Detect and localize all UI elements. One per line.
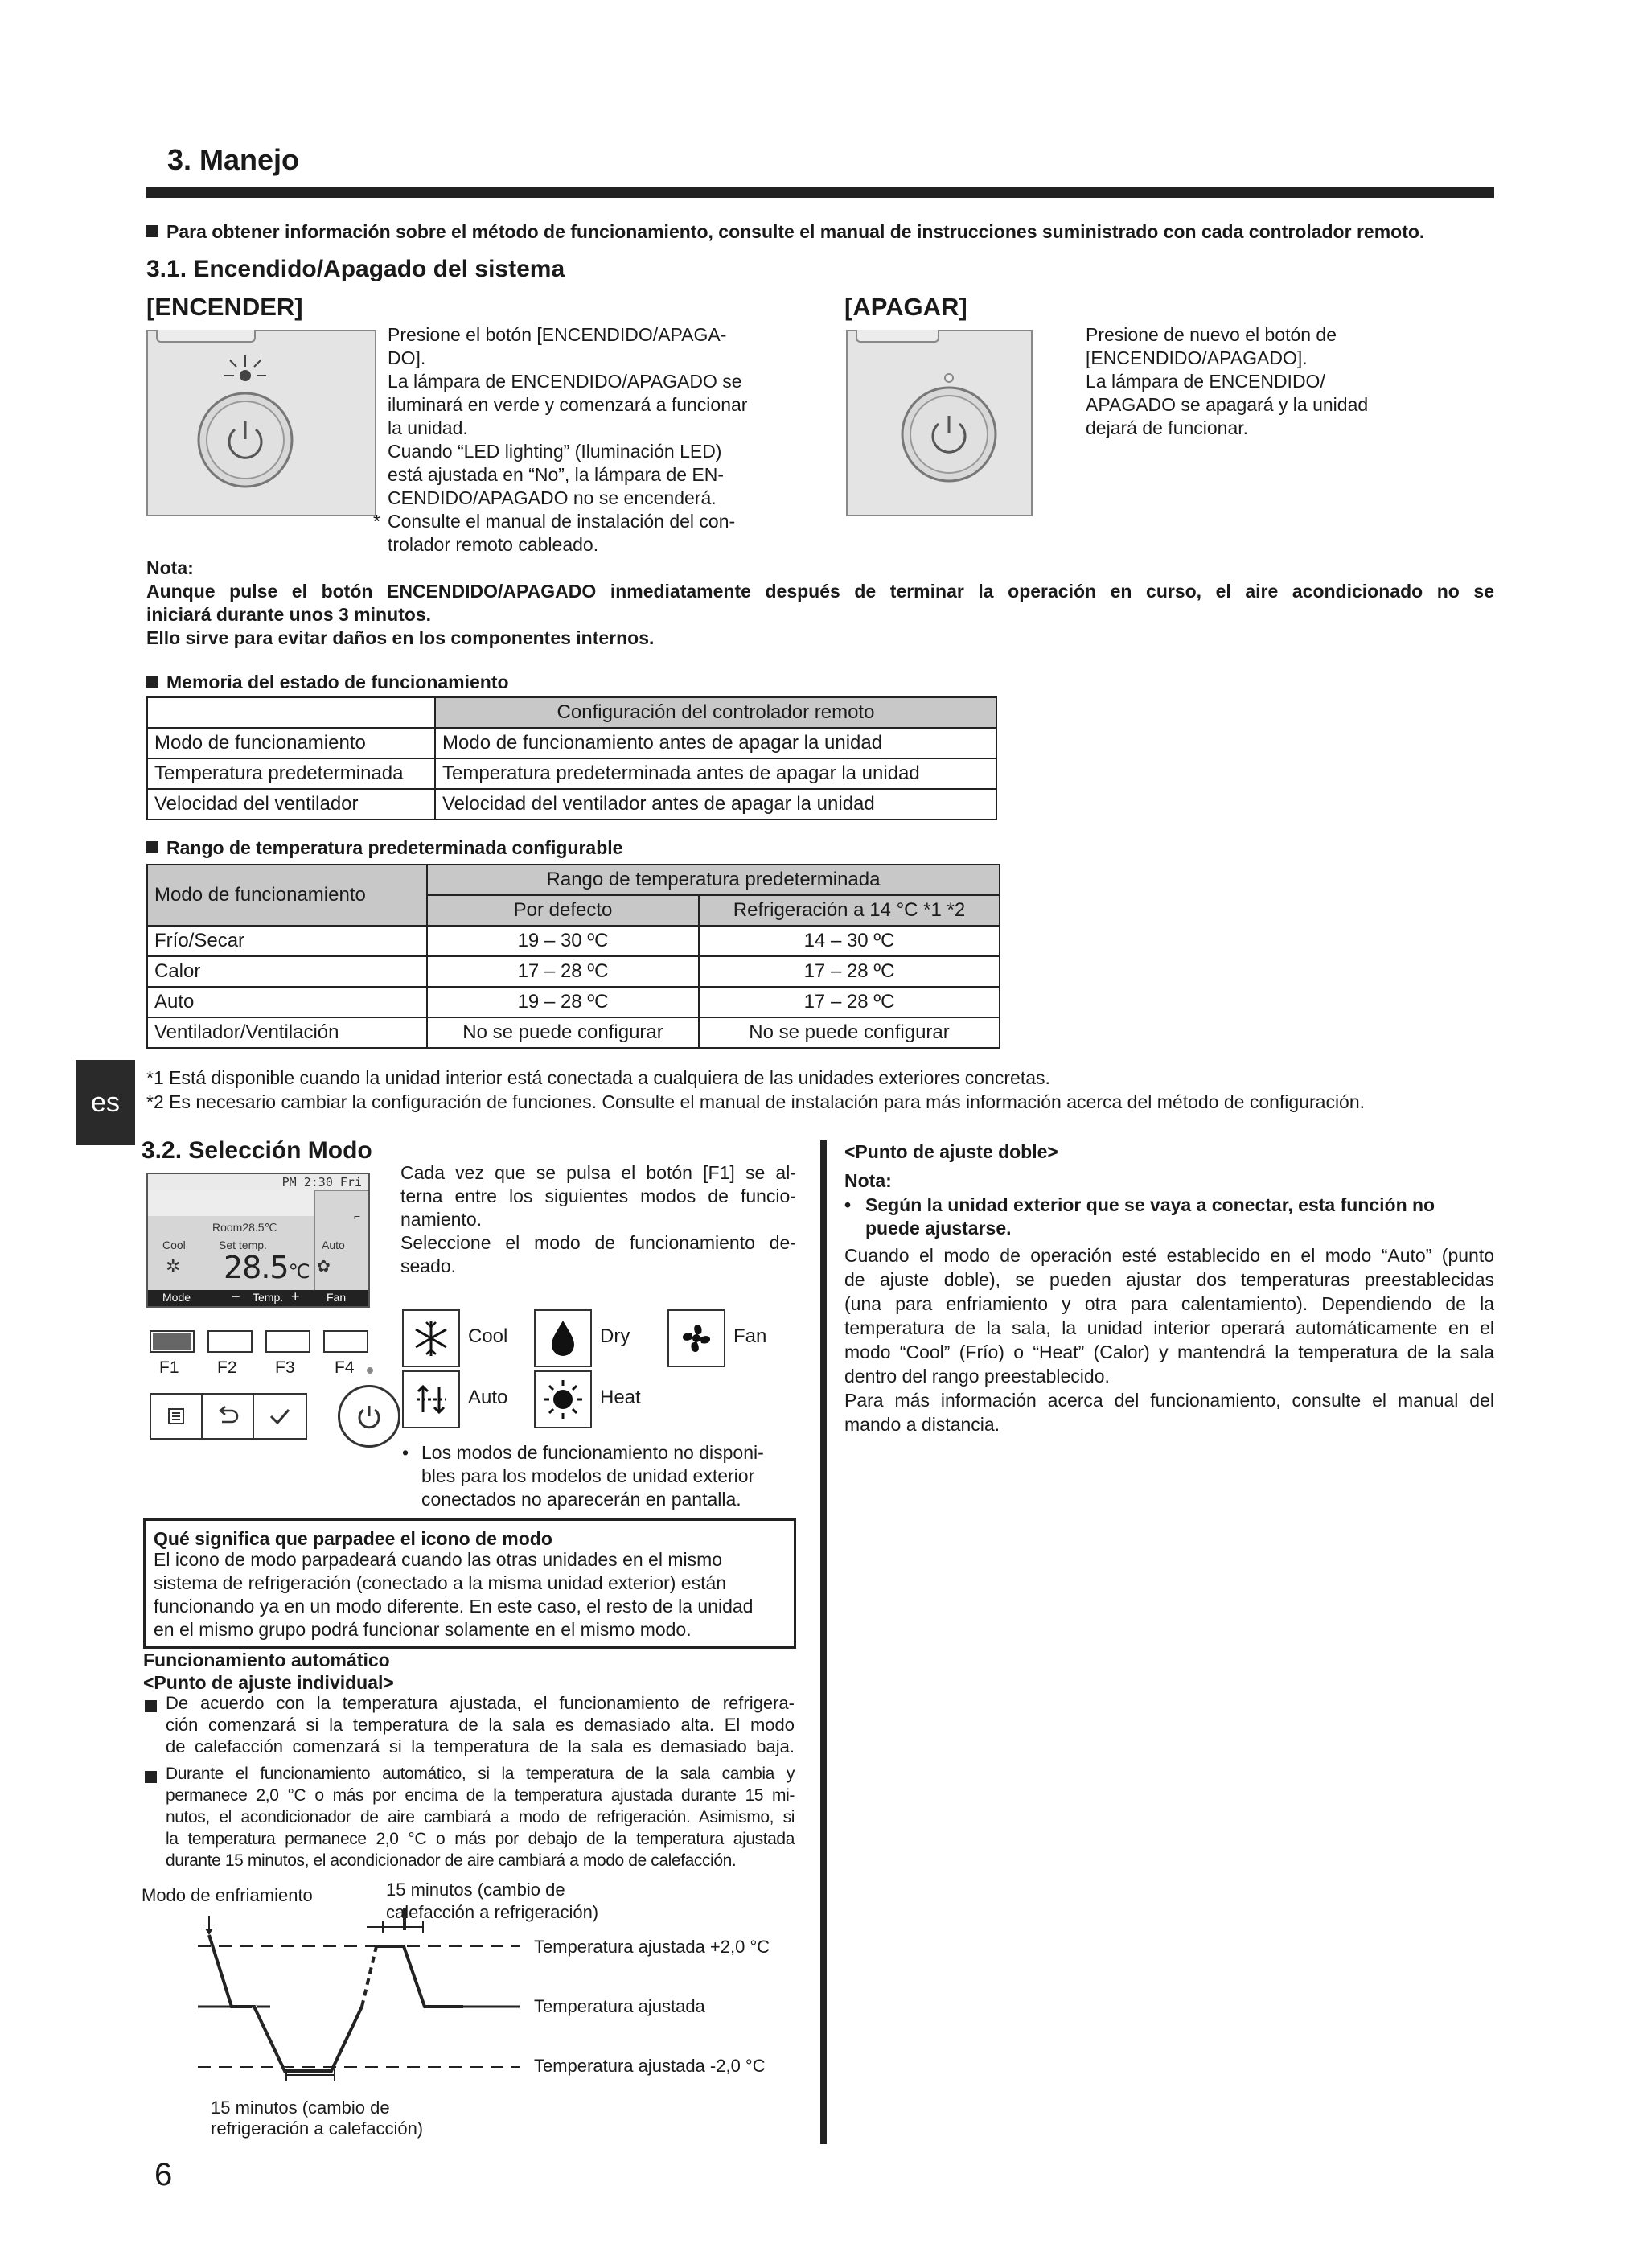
language-tab: es (76, 1060, 135, 1145)
check-icon (268, 1406, 292, 1427)
lcd-snowflake-icon: ✲ (166, 1256, 181, 1276)
return-icon (216, 1406, 240, 1427)
lcd-cool-label: Cool (162, 1239, 186, 1251)
fan-icon (669, 1311, 724, 1366)
sun-icon (536, 1372, 590, 1427)
column-divider (820, 1140, 827, 2144)
table-cell: 19 – 28 ºC (427, 987, 699, 1017)
diagram-label-minus: Temperatura ajustada -2,0 °C (534, 2056, 766, 2076)
lcd-big-temp-unit: ℃ (288, 1260, 310, 1283)
on-asterisk: * (373, 511, 380, 532)
lcd-plus-icon: + (291, 1288, 300, 1305)
rango-title-text: Rango de temperatura predeterminada configurable (166, 837, 623, 858)
rango-footnote-1: *1 Está disponible cuando la unidad interior está conectada a cualquiera de las unidades exteriores concretas. (146, 1067, 1050, 1088)
rango-title (146, 836, 622, 860)
mode-desc-line: terna entre los siguientes modos de funcio- (400, 1185, 796, 1206)
dual-para-line: de ajuste doble), se pueden ajustar dos temperaturas preestablecidas (844, 1269, 1494, 1290)
table-cell: Temperatura predeterminada antes de apagar la unidad (435, 758, 996, 789)
table-cell: Modo de funcionamiento antes de apagar la unidad (435, 728, 996, 758)
nota-line: Ello sirve para evitar daños en los componentes internos. (146, 627, 655, 648)
power-icon (355, 1403, 383, 1430)
power-button-icon (848, 331, 1031, 515)
dual-bullet-line: Según la unidad exterior que se vaya a conectar, esta función no (865, 1194, 1435, 1215)
cooling-marker-arrow (205, 1929, 213, 1935)
diagram-top-note-line: 15 minutos (cambio de (386, 1880, 565, 1900)
temperature-curve-dashed (362, 1946, 376, 2007)
table-header: Por defecto (427, 895, 699, 926)
mode-desc-line: Seleccione el modo de funcionamiento de- (400, 1232, 796, 1253)
auto-mode-label: Auto (468, 1387, 508, 1408)
table-cell: 19 – 30 ºC (427, 926, 699, 956)
on-footnote (388, 510, 735, 557)
return-button[interactable] (203, 1395, 254, 1438)
dual-para-line: Para más información acerca del funcionamiento, consulte el manual del (844, 1390, 1494, 1411)
f1-button[interactable] (150, 1330, 195, 1353)
rango-table (146, 864, 1000, 1049)
table-row (147, 728, 996, 758)
diagram-top-note-line: calefacción a refrigeración) (386, 1902, 599, 1922)
dry-mode-icon-box (534, 1309, 592, 1367)
table-cell: No se puede configurar (699, 1017, 1000, 1048)
f4-label: F4 (335, 1358, 355, 1377)
off-line: La lámpara de ENCENDIDO/ (1086, 371, 1325, 392)
memoria-title-text: Memoria del estado de funcionamiento (166, 672, 509, 692)
lcd-minus-icon: − (232, 1288, 240, 1305)
dual-setpoint-bullet-mark: • (844, 1194, 852, 1215)
table-header: Configuración del controlador remoto (435, 697, 996, 728)
mode-desc-line: Cada vez que se pulsa el botón [F1] se al- (400, 1162, 796, 1183)
diagram-bottom-note-line: 15 minutos (cambio de (211, 2097, 390, 2118)
on-footnote-line: Consulte el manual de instalación del con- (388, 511, 736, 532)
dual-para-line: mando a distancia. (844, 1414, 1000, 1435)
on-line: Presione el botón [ENCENDIDO/APAGA- (388, 324, 727, 345)
diagram-cooling-label: Modo de enfriamiento (142, 1885, 313, 1905)
dual-setpoint-title: <Punto de ajuste doble> (844, 1141, 1058, 1162)
auto-b2-line: durante 15 minutos, el acondicionador de aire cambiará a modo de calefacción. (166, 1851, 737, 1870)
lcd-room-temp: Room28.5℃ (212, 1221, 277, 1234)
bullet-square (145, 1700, 157, 1712)
fan-mode-label: Fan (733, 1325, 767, 1347)
modes-bullet-mark: • (402, 1442, 409, 1463)
section-31-title: 3.1. Encendido/Apagado del sistema (146, 256, 565, 282)
dual-setpoint-paragraph (844, 1243, 1494, 1436)
off-line: Presione de nuevo el botón de (1086, 324, 1337, 345)
dual-para-line: dentro del rango preestablecido. (844, 1366, 1110, 1387)
fan-mode-icon-box (667, 1309, 725, 1367)
blink-info-box (143, 1518, 796, 1649)
auto-subtitle: <Punto de ajuste individual> (143, 1672, 394, 1693)
menu-icon (166, 1407, 186, 1426)
bullet-square (145, 1771, 157, 1783)
table-cell: 17 – 28 ºC (427, 956, 699, 987)
auto-title: Funcionamiento automático (143, 1650, 390, 1670)
modes-bullet-line: conectados no aparecerán en pantalla. (421, 1489, 741, 1510)
dual-setpoint-bullet (865, 1194, 1435, 1240)
auto-bullet-1 (166, 1692, 795, 1757)
diagram-label-plus: Temperatura ajustada +2,0 °C (534, 1937, 770, 1957)
heat-mode-icon-box (534, 1370, 592, 1428)
page-title: 3. Manejo (167, 143, 300, 176)
nota-block (146, 557, 1494, 650)
f3-label: F3 (275, 1358, 295, 1377)
cool-mode-icon-box (402, 1309, 460, 1367)
nota-title: Nota: (146, 557, 194, 578)
control-buttons-group (150, 1393, 307, 1440)
on-line: está ajustada en “No”, la lámpara de EN- (388, 464, 725, 485)
table-cell: Modo de funcionamiento (147, 728, 435, 758)
on-line: la unidad. (388, 417, 468, 438)
off-line: [ENCENDIDO/APAGADO]. (1086, 347, 1308, 368)
mode-desc-line: namiento. (400, 1209, 483, 1230)
off-controller-illustration (846, 330, 1033, 516)
on-footnote-line: trolador remoto cableado. (388, 534, 599, 555)
table-cell (147, 697, 435, 728)
auto-b2-line: permanece 2,0 °C o más por encima de la temperatura ajustada durante 15 mi- (166, 1786, 795, 1805)
table-cell: Auto (147, 987, 427, 1017)
auto-mode-temperature-diagram (142, 1906, 528, 2099)
lcd-mode-label: Mode (162, 1291, 191, 1304)
table-row (147, 987, 1000, 1017)
lcd-screen (146, 1173, 370, 1308)
dual-bullet-line: puede ajustarse. (865, 1218, 1012, 1239)
dual-para-line: Cuando el modo de operación esté establecido en el modo “Auto” (punto (844, 1245, 1494, 1266)
section-32-title: 3.2. Selección Modo (142, 1137, 372, 1164)
lcd-fan-label: Fan (327, 1291, 347, 1304)
blink-info-line: El icono de modo parpadeará cuando las otras unidades en el mismo (154, 1549, 723, 1570)
temperature-curve-solid-2 (376, 1946, 463, 2007)
intro-note (146, 220, 1424, 244)
table-cell: Velocidad del ventilador (147, 789, 435, 820)
modes-bullet (421, 1441, 764, 1511)
cool-mode-label: Cool (468, 1325, 508, 1347)
table-row (147, 1017, 1000, 1048)
dual-para-line: (una para enfriamiento y otra para calentamiento). Dependiendo de la (844, 1293, 1494, 1314)
mode-description (400, 1161, 796, 1278)
table-cell: Frío/Secar (147, 926, 427, 956)
dual-para-line: temperatura de la sala, la unidad interior operará automáticamente en el (844, 1317, 1494, 1338)
temperature-curve-solid (209, 1935, 362, 2071)
off-heading: [APAGAR] (844, 293, 967, 321)
memoria-title (146, 671, 509, 694)
snowflake-icon (404, 1311, 458, 1366)
lcd-set-temp-label: Set temp. (219, 1239, 267, 1251)
table-row (147, 926, 1000, 956)
lcd-fan-icon: ✿ (317, 1258, 331, 1276)
off-line: dejará de funcionar. (1086, 417, 1249, 438)
lcd-time: PM 2:30 Fri (281, 1175, 362, 1189)
table-cell: Temperatura predeterminada (147, 758, 435, 789)
led-lamp (367, 1367, 373, 1374)
f1-label: F1 (159, 1358, 179, 1377)
auto-b2-line: Durante el funcionamiento automático, si la temperatura de la sala cambia y (166, 1765, 795, 1783)
f3-button[interactable] (265, 1330, 310, 1353)
auto-mode-icon-box (402, 1370, 460, 1428)
table-row (147, 758, 996, 789)
nota-line: Aunque pulse el botón ENCENDIDO/APAGADO inmediatamente después de terminar la operación en curso, el aire acondicionado no se (146, 581, 1494, 602)
table-row (147, 956, 1000, 987)
table-cell: Velocidad del ventilador antes de apagar la unidad (435, 789, 996, 820)
dual-para-line: modo “Cool” (Frío) o “Heat” (Calor) y mantendrá la temperatura de la sala (844, 1341, 1494, 1362)
rango-footnote-2: *2 Es necesario cambiar la configuración de funciones. Consulte el manual de instalación para más información acerca del método de configuración. (146, 1091, 1366, 1112)
table-cell: Calor (147, 956, 427, 987)
blink-info-text (154, 1548, 753, 1641)
table-cell: 14 – 30 ºC (699, 926, 1000, 956)
blink-info-line: funcionando ya en un modo diferente. En este caso, el resto de la unidad (154, 1596, 754, 1617)
droplet-icon (536, 1311, 590, 1366)
memoria-table (146, 696, 997, 820)
table-cell: 17 – 28 ºC (699, 956, 1000, 987)
table-cell: Ventilador/Ventilación (147, 1017, 427, 1048)
auto-arrows-icon (404, 1372, 458, 1427)
page-number: 6 (154, 2157, 173, 2192)
power-button[interactable] (338, 1385, 400, 1448)
auto-b1-line: ción comenzará si la temperatura de la sala es demasiado alta. El modo (166, 1715, 795, 1735)
diagram-bottom-note (211, 2097, 423, 2139)
intro-text: Para obtener información sobre el método de funcionamiento, consulte el manual de instrucciones suministrado con cada controlador remoto. (166, 221, 1425, 242)
f2-button[interactable] (207, 1330, 253, 1353)
auto-b1-line: de calefacción comenzará si la temperatura de la sala es demasiado baja. (166, 1736, 795, 1756)
f4-button[interactable] (323, 1330, 368, 1353)
table-row (147, 789, 996, 820)
auto-bullet-2 (166, 1763, 795, 1872)
on-line: Cuando “LED lighting” (Iluminación LED) (388, 441, 722, 462)
on-description (388, 323, 747, 510)
lcd-auto-label: Auto (322, 1239, 345, 1251)
blink-info-line: sistema de refrigeración (conectado a la misma unidad exterior) están (154, 1572, 727, 1593)
off-line: APAGADO se apagará y la unidad (1086, 394, 1369, 415)
on-heading: [ENCENDER] (146, 293, 303, 321)
off-description (1086, 323, 1368, 440)
on-line: CENDIDO/APAGADO no se encenderá. (388, 487, 717, 508)
table-cell: No se puede configurar (427, 1017, 699, 1048)
nota-line: iniciará durante unos 3 minutos. (146, 604, 432, 625)
power-button-lit-icon (148, 331, 375, 515)
lcd-temp-label: Temp. (253, 1291, 284, 1304)
lcd-louver-icon: ⌐ (354, 1210, 361, 1222)
f2-label: F2 (217, 1358, 237, 1377)
on-line: DO]. (388, 347, 426, 368)
on-controller-illustration (146, 330, 376, 516)
modes-bullet-line: bles para los modelos de unidad exterior (421, 1465, 755, 1486)
blink-info-title: Qué significa que parpadee el icono de modo (154, 1528, 552, 1549)
dry-mode-label: Dry (600, 1325, 630, 1347)
on-line: iluminará en verde y comenzará a funcionar (388, 394, 748, 415)
auto-b1-line: De acuerdo con la temperatura ajustada, el funcionamiento de refrigera- (166, 1693, 795, 1713)
title-rule (146, 187, 1494, 198)
diagram-label-setpoint: Temperatura ajustada (534, 1996, 705, 2016)
table-cell: 17 – 28 ºC (699, 987, 1000, 1017)
lcd-big-temp-value: 28.5 (224, 1250, 289, 1285)
lcd-big-temp (224, 1250, 310, 1285)
table-header: Refrigeración a 14 °C *1 *2 (699, 895, 1000, 926)
on-line: La lámpara de ENCENDIDO/APAGADO se (388, 371, 742, 392)
ok-button[interactable] (254, 1395, 306, 1438)
mode-desc-line: seado. (400, 1255, 457, 1276)
heat-mode-label: Heat (600, 1387, 641, 1408)
table-header: Rango de temperatura predeterminada (427, 865, 1000, 895)
modes-bullet-line: Los modos de funcionamiento no disponi- (421, 1442, 764, 1463)
auto-b2-line: la temperatura permanece 2,0 °C o más por debajo de la temperatura ajustada (166, 1830, 795, 1848)
dual-setpoint-nota: Nota: (844, 1170, 892, 1191)
blink-info-line: en el mismo grupo podrá funcionar solamente en el mismo modo. (154, 1619, 692, 1640)
menu-button[interactable] (151, 1395, 203, 1438)
auto-b2-line: nutos, el acondicionador de aire cambiará a modo de refrigeración. Asimismo, si (166, 1808, 795, 1826)
diagram-bottom-note-line: refrigeración a calefacción) (211, 2118, 424, 2139)
table-header: Modo de funcionamiento (147, 865, 427, 926)
